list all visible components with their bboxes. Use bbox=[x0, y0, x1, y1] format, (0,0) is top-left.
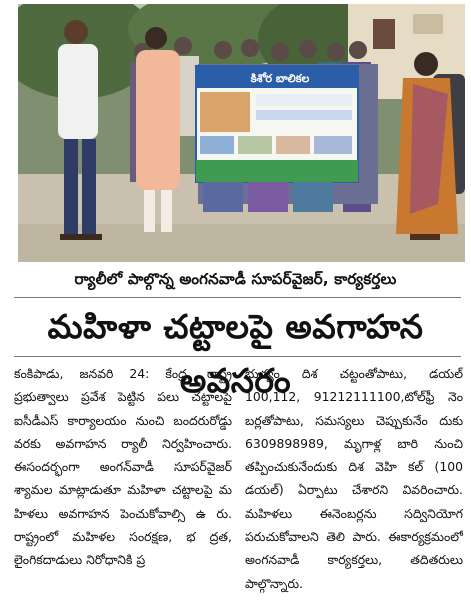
article-column-1 bbox=[14, 362, 232, 600]
photo-caption: ర్యాలీలో పాల్గొన్న అంగనవాడీ సూపర్‌వైజర్‌, కార్యకర్తలు bbox=[74, 270, 397, 288]
news-photo bbox=[18, 4, 465, 262]
article-column-2 bbox=[245, 362, 463, 600]
headline-top-rule bbox=[14, 297, 461, 298]
rally-photo-illustration bbox=[18, 4, 465, 262]
headline-bottom-rule bbox=[14, 356, 461, 357]
headline: మహిళా చట్టాలపై అవగాహన అవసరం bbox=[47, 307, 424, 400]
article-body bbox=[14, 362, 463, 600]
banner-title: కిశోర బాలికల bbox=[250, 72, 310, 85]
article-paragraph: కంకిపాడు, జనవరి 24: కేంద్ర, రాష్ట్ర ప్రభుత్వాలు ప్రవేశ పెట్టిన పలు చట్టాలపై ఐసీడీఎస్‌ కార్యాలయం నుంచి బందరురోడ్డు వరకు అవగాహన ర్యాలీ నిర్వహించారు. ఈసందర్భంగా అంగన్‌వాడీ సూపర్‌వైజర్‌ శ్యామల మాట్లాడుతూ మహిళా చట్టాలపై మ హిళలు అవగాహన పెంచుకోవాల్సి ఉ రు. రాష్ట్రంలో మహిళల సంరక్షణ, భ ద్రత, లైంగికదాడులు నిరోధానికి ప్ర bbox=[14, 366, 232, 568]
article-paragraph: భుత్వం దిశ చట్టంతోపాటు, డయల్‌ 100,112, 91212111100,టోల్‌ఫ్రీ నెం బర్లతోపాటు, సమస్యలు చెప్పుకునేం దుకు 6309898989, మృగాళ్ల బారి నుంచి తప్పించుకునేందుకు దిశ వెహి కల్‌ (100 డయల్‌) ఏర్పాటు చేశారని వివరించారు. మహిళలు ఈనెంబర్లను సద్వినియోగ పరుచుకోవాలని తెలి పారు. ఈకార్యక్రమంలో అంగనవాడీ కార్యకర్తలు, తదితరులు పాల్గొన్నారు. bbox=[245, 366, 463, 591]
